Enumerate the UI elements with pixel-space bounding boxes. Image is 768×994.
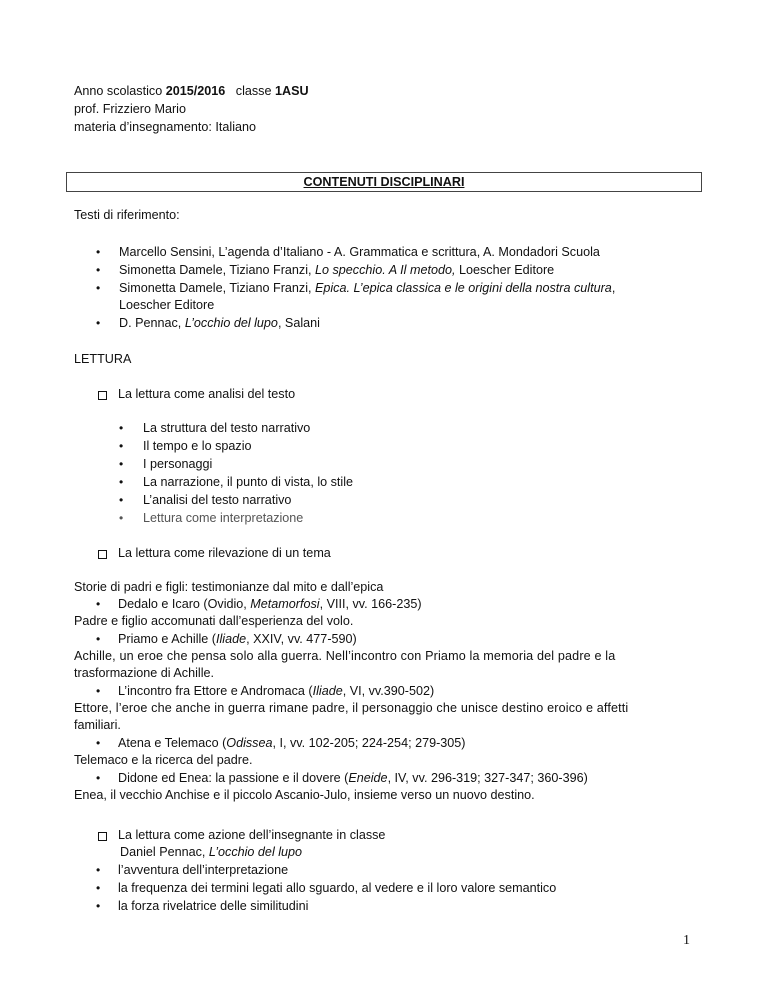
reference-texts-label: Testi di riferimento: bbox=[74, 208, 180, 222]
storie-description: Ettore, l’eroe che anche in guerra rimane padre, il personaggio che unisce destino eroico e affetti bbox=[74, 701, 629, 715]
list-item: l’avventura dell’interpretazione bbox=[118, 863, 289, 877]
page-number: 1 bbox=[683, 933, 690, 948]
bullet-icon: • bbox=[119, 493, 124, 507]
storie-description: Enea, il vecchio Anchise e il piccolo Ascanio-Julo, insieme verso un nuovo destino. bbox=[74, 788, 535, 802]
list-item: I personaggi bbox=[143, 457, 213, 471]
bullet-icon: • bbox=[96, 263, 101, 277]
reference-item: Simonetta Damele, Tiziano Franzi, Lo specchio. A Il metodo, Loescher Editore bbox=[119, 263, 555, 277]
teacher-line: prof. Frizziero Mario bbox=[74, 102, 186, 116]
section-analisi-title: La lettura come analisi del testo bbox=[118, 387, 296, 401]
school-year-line: Anno scolastico 2015/2016 classe 1ASU bbox=[74, 84, 309, 98]
section-insegnante-title: La lettura come azione dell’insegnante in classe bbox=[118, 828, 386, 842]
list-item: La narrazione, il punto di vista, lo stile bbox=[143, 475, 354, 489]
section-tema-title: La lettura come rilevazione di un tema bbox=[118, 546, 331, 560]
checkbox-square-icon bbox=[98, 832, 107, 841]
bullet-icon: • bbox=[96, 245, 101, 259]
bullet-icon: • bbox=[96, 597, 101, 611]
bullet-icon: • bbox=[119, 421, 124, 435]
storie-entry: Atena e Telemaco (Odissea, I, vv. 102-205; 224-254; 279-305) bbox=[118, 736, 466, 750]
bullet-icon: • bbox=[96, 899, 101, 913]
bullet-icon: • bbox=[96, 316, 101, 330]
page-title: CONTENUTI DISCIPLINARI bbox=[303, 175, 465, 189]
bullet-icon: • bbox=[119, 439, 124, 453]
storie-description: Padre e figlio accomunati dall’esperienza del volo. bbox=[74, 614, 354, 628]
list-item: L’analisi del testo narrativo bbox=[143, 493, 292, 507]
bullet-icon: • bbox=[96, 281, 101, 295]
bullet-icon: • bbox=[119, 475, 124, 489]
bullet-icon: • bbox=[96, 632, 101, 646]
bullet-icon: • bbox=[96, 736, 101, 750]
section-insegnante-book: Daniel Pennac, L’occhio del lupo bbox=[120, 845, 303, 859]
storie-intro: Storie di padri e figli: testimonianze dal mito e dall’epica bbox=[74, 580, 384, 594]
reference-item: Marcello Sensini, L’agenda d’Italiano - A. Grammatica e scrittura, A. Mondadori Scuola bbox=[119, 245, 600, 259]
bullet-icon: • bbox=[119, 511, 124, 525]
bullet-icon: • bbox=[96, 771, 101, 785]
reference-item: D. Pennac, L’occhio del lupo, Salani bbox=[119, 316, 320, 330]
list-item: la frequenza dei termini legati allo sguardo, al vedere e il loro valore semantico bbox=[118, 881, 557, 895]
storie-description: familiari. bbox=[74, 718, 121, 732]
reference-item: Simonetta Damele, Tiziano Franzi, Epica. L’epica classica e le origini della nostra cultura, bbox=[119, 281, 616, 295]
list-item: Il tempo e lo spazio bbox=[143, 439, 252, 453]
storie-description: trasformazione di Achille. bbox=[74, 666, 214, 680]
storie-entry: Didone ed Enea: la passione e il dovere (Eneide, IV, vv. 296-319; 327-347; 360-396) bbox=[118, 771, 588, 785]
section-title-box bbox=[66, 172, 702, 192]
lettura-heading: LETTURA bbox=[74, 352, 132, 366]
subject-line: materia d’insegnamento: Italiano bbox=[74, 120, 257, 134]
storie-description: Achille, un eroe che pensa solo alla guerra. Nell’incontro con Priamo la memoria del padre e la bbox=[74, 649, 616, 663]
list-item: Lettura come interpretazione bbox=[143, 511, 304, 525]
storie-entry: Priamo e Achille (Iliade, XXIV, vv. 477-590) bbox=[118, 632, 357, 646]
checkbox-square-icon bbox=[98, 550, 107, 559]
list-item: la forza rivelatrice delle similitudini bbox=[118, 899, 309, 913]
bullet-icon: • bbox=[96, 881, 101, 895]
storie-entry: L’incontro fra Ettore e Andromaca (Iliade, VI, vv.390-502) bbox=[118, 684, 435, 698]
list-item: La struttura del testo narrativo bbox=[143, 421, 311, 435]
reference-item-continued: Loescher Editore bbox=[119, 298, 215, 312]
checkbox-square-icon bbox=[98, 391, 107, 400]
storie-entry: Dedalo e Icaro (Ovidio, Metamorfosi, VIII, vv. 166-235) bbox=[118, 597, 422, 611]
storie-description: Telemaco e la ricerca del padre. bbox=[74, 753, 253, 767]
bullet-icon: • bbox=[96, 863, 101, 877]
bullet-icon: • bbox=[96, 684, 101, 698]
bullet-icon: • bbox=[119, 457, 124, 471]
